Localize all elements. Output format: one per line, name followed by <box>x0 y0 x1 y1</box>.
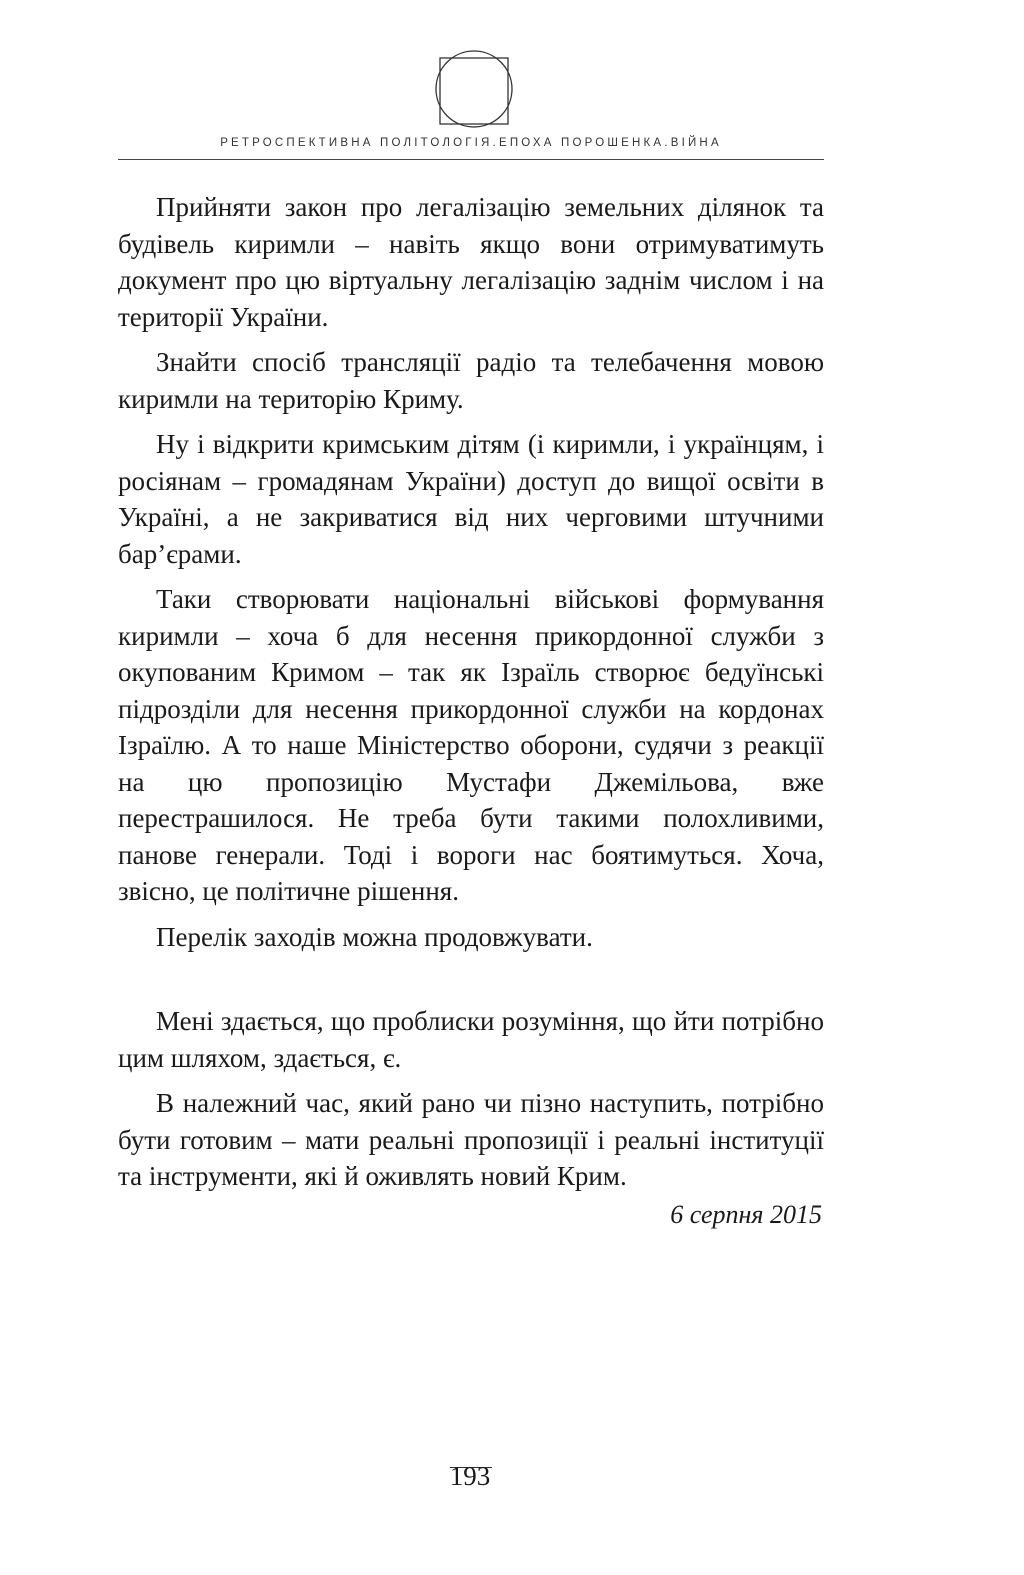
paragraph: Прийняти закон про легалізацію земельних ділянок та будівель киримли – навіть якщо вони отримуватимуть документ про цю віртуальну легалізацію заднім числом і на території України. <box>118 192 824 332</box>
page-number: 193 <box>449 1461 491 1491</box>
paragraph: Мені здається, що проблиски розуміння, що йти потрібно цим шляхом, здається, є. <box>118 1006 824 1073</box>
circle-square-emblem-icon <box>434 48 514 130</box>
date-line: 6 серпня 2015 <box>670 1200 822 1229</box>
section-spacer <box>118 964 824 1003</box>
paragraph: В належний час, який рано чи пізно наступить, потрібно бути готовим – мати реальні пропозиції і реальні інституції та інструменти, які й оживлять новий Крим. <box>118 1088 824 1191</box>
running-title: РЕТРОСПЕКТИВНА ПОЛІТОЛОГІЯ.ЕПОХА ПОРОШЕНКА.ВІЙНА <box>220 137 722 149</box>
paragraph: Перелік заходів можна продовжувати. <box>156 921 593 952</box>
paragraph: Таки створювати національні військові формування киримли – хоча б для несення прикордонної служби з окупованим Кримом – так як Ізраїль створює бедуїнські підрозділи для несення прикордонної служби на кордонах Ізраїлю. А то наше Міністерство оборони, судячи з реакції на цю пропозицію Мустафи Джемільова, вже перестрашилося. Не треба бути такими полохливими, панове генерали. Тоді і вороги нас боятимуться. Хоча, звісно, це політичне рішення. <box>118 584 824 906</box>
paragraph: Знайти спосіб трансляції радіо та телебачення мовою киримли на територію Криму. <box>118 347 824 414</box>
header-rule <box>118 159 824 160</box>
body-text <box>118 189 824 1204</box>
paragraph: Ну і відкрити кримським дітям (і киримли, і українцям, і росіянам – громадянам України) доступ до вищої освіти в Україні, а не закриватися від них черговими штучними бар’єрами. <box>118 429 824 569</box>
